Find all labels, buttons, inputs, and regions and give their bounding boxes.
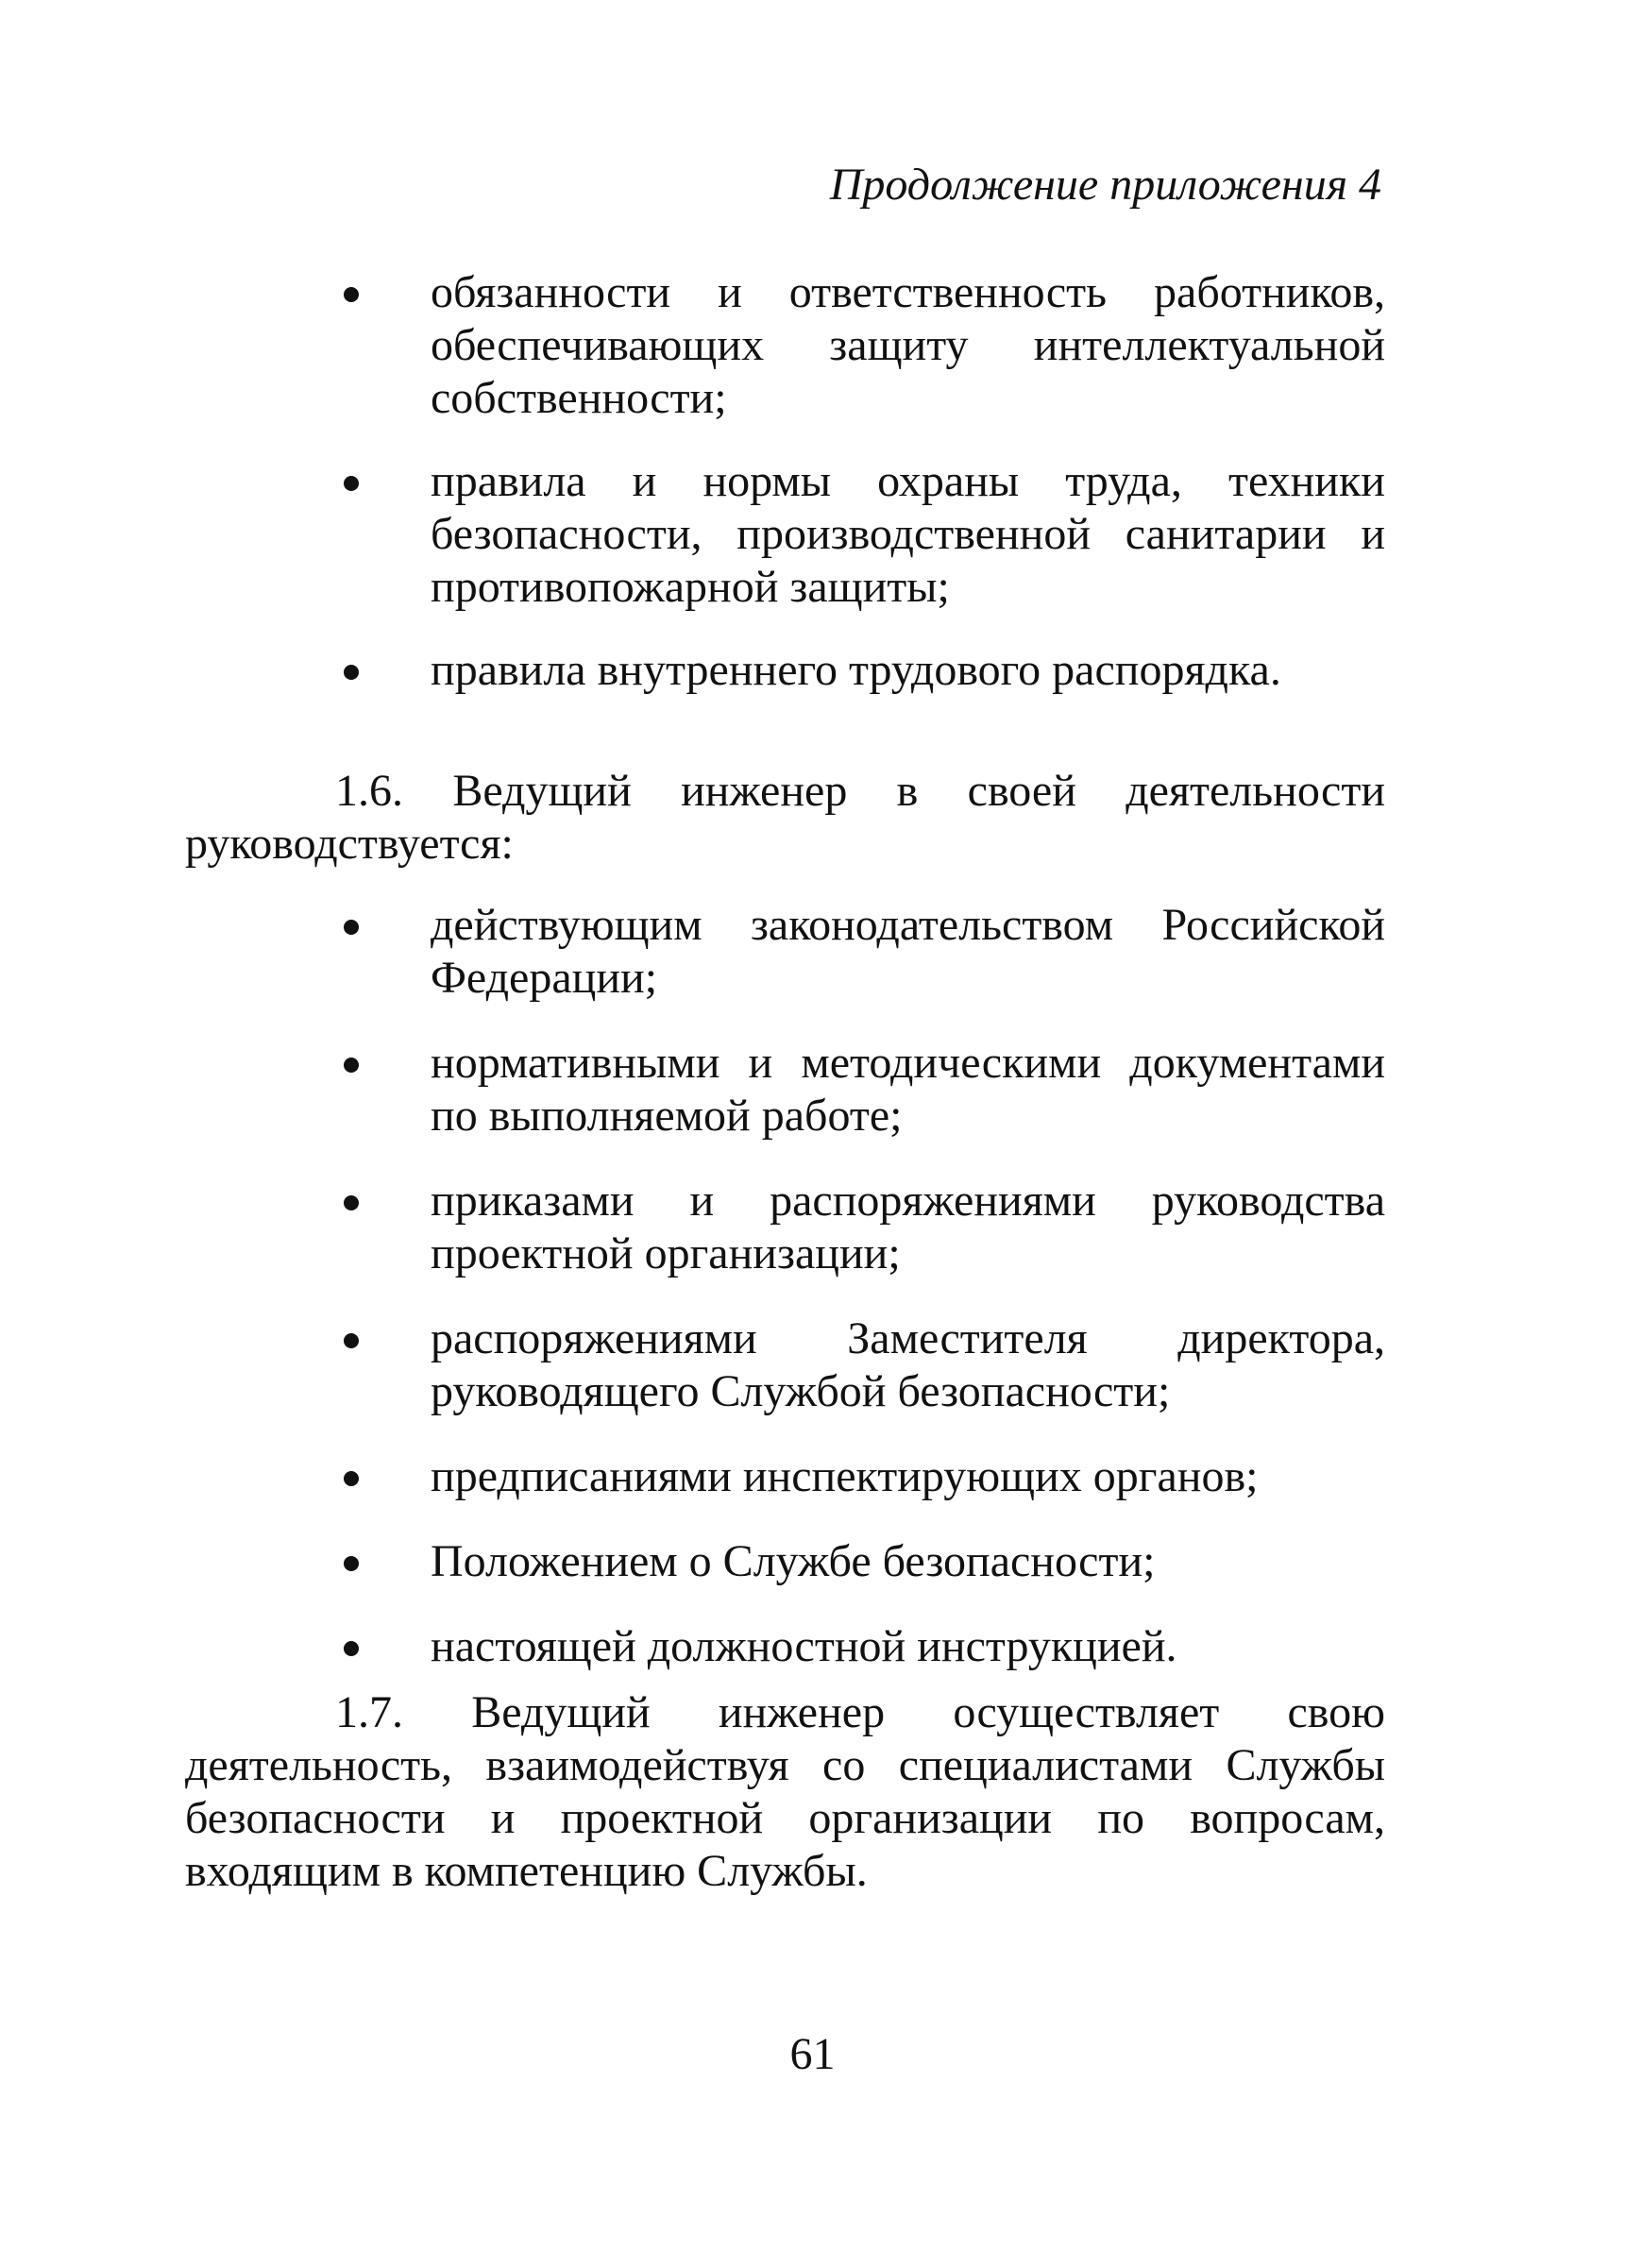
list-item	[431, 1620, 1385, 1673]
list-item-text: распоряжениями Заместителя директора, руководящего Службой безопасности;	[431, 1313, 1385, 1416]
bullet-icon	[344, 1195, 359, 1210]
list-item	[431, 1175, 1385, 1280]
list-item	[431, 455, 1385, 614]
list-item	[431, 1535, 1385, 1588]
paragraph-1-7: 1.7. Ведущий инженер осуществляет свою деятельность, взаимодействуя со специалистами Службы безопасности и проектной организации по вопросам, входящим в компетенцию Службы.	[185, 1687, 1385, 1896]
list-item	[431, 1037, 1385, 1142]
list-item-text: нормативными и методическими документами по выполняемой работе;	[431, 1038, 1385, 1141]
bullet-icon	[344, 1333, 359, 1348]
list-item	[431, 644, 1385, 697]
guidance-documents-list	[431, 899, 1385, 1673]
list-item-text: правила и нормы охраны труда, техники безопасности, производственной санитарии и противопожарной защиты;	[431, 456, 1385, 612]
list-item-text: обязанности и ответственность работников, обеспечивающих защиту интеллектуальной собственности;	[431, 267, 1385, 423]
bullet-icon	[344, 665, 359, 680]
list-item-text: приказами и распоряжениями руководства проектной организации;	[431, 1176, 1385, 1278]
paragraph-1-6: 1.6. Ведущий инженер в своей деятельности руководствуется:	[185, 766, 1385, 869]
list-item	[431, 899, 1385, 1005]
responsibilities-knowledge-list	[431, 266, 1385, 697]
list-item-text: Положением о Службе безопасности;	[431, 1536, 1156, 1586]
list-item-text: действующим законодательством Российской Федерации;	[431, 900, 1385, 1003]
bullet-icon	[344, 1058, 359, 1073]
list-item	[431, 1312, 1385, 1418]
bullet-icon	[344, 1471, 359, 1486]
page-number: 61	[789, 2029, 836, 2079]
list-item	[431, 1450, 1385, 1503]
bullet-icon	[344, 1556, 359, 1571]
list-item-text: предписаниями инспектирующих органов;	[431, 1451, 1259, 1501]
list-item-text: правила внутреннего трудового распорядка.	[431, 645, 1281, 695]
list-item	[431, 266, 1385, 425]
bullet-icon	[344, 476, 359, 491]
bullet-icon	[344, 1641, 359, 1656]
appendix-continuation-header: Продолжение приложения 4	[829, 160, 1381, 210]
bullet-icon	[344, 287, 359, 302]
list-item-text: настоящей должностной инструкцией.	[431, 1621, 1177, 1671]
bullet-icon	[344, 920, 359, 935]
